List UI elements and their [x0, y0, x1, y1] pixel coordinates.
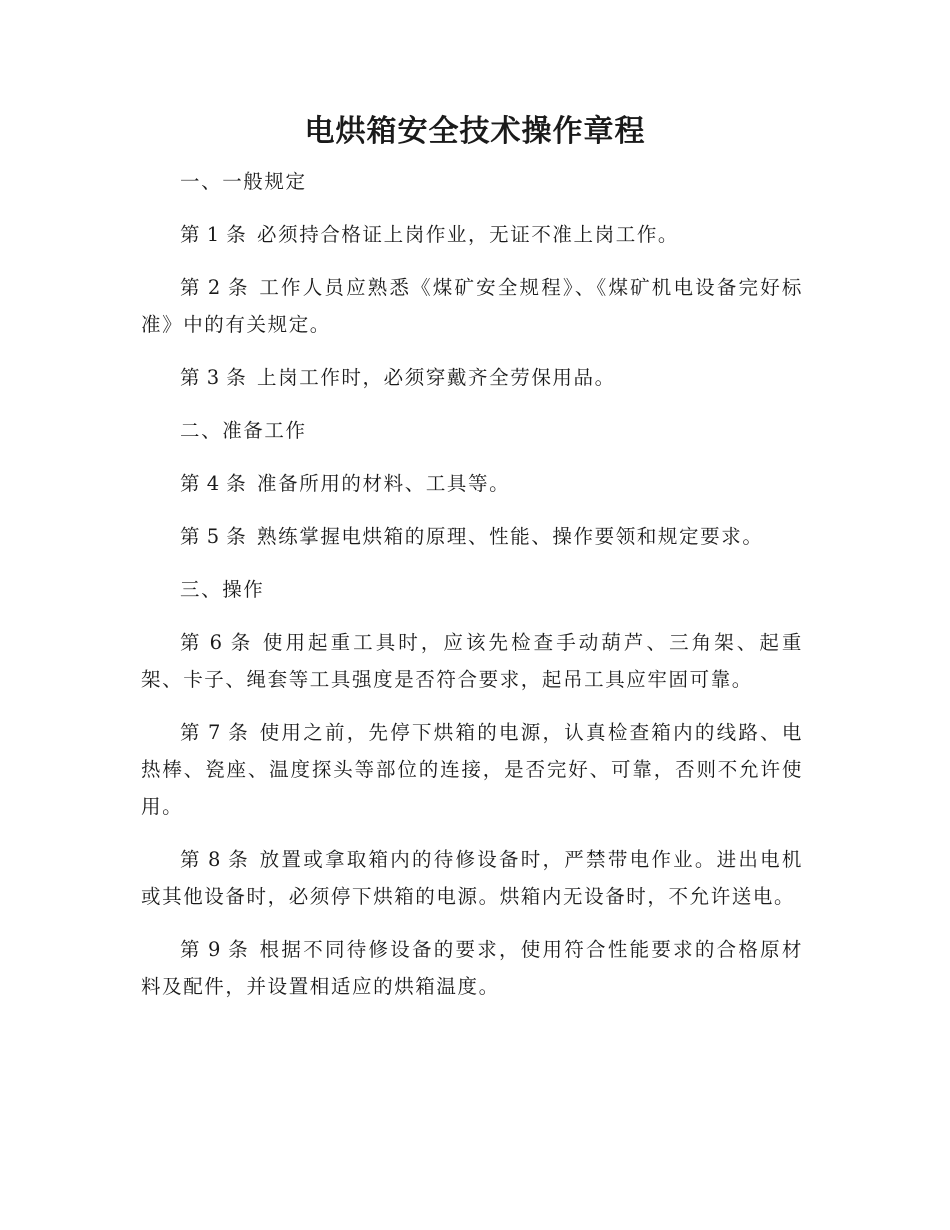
article-number: 第 4 条 [180, 472, 247, 495]
article-paragraph [141, 931, 803, 1005]
article-number: 第 3 条 [180, 366, 247, 389]
document-body [141, 163, 803, 1021]
article-text: 使用起重工具时，应该先检查手动葫芦、三角架、起重架、卡子、绳套等工具强度是否符合要求，起吊工具应牢固可靠。 [141, 631, 803, 691]
article-paragraph [141, 269, 803, 343]
article-number: 第 5 条 [180, 525, 247, 548]
article-text: 放置或拿取箱内的待修设备时，严禁带电作业。进出电机或其他设备时，必须停下烘箱的电源。烘箱内无设备时，不允许送电。 [141, 848, 803, 908]
article-number: 第 1 条 [180, 223, 247, 246]
article-paragraph [141, 518, 803, 555]
article-text: 必须持合格证上岗作业，无证不准上岗工作。 [257, 223, 680, 246]
article-paragraph [141, 714, 803, 825]
article-number: 第 8 条 [180, 848, 249, 871]
article-number: 第 7 条 [180, 721, 249, 744]
section-heading: 二、准备工作 [180, 419, 307, 442]
article-paragraph [141, 216, 803, 253]
article-paragraph [141, 624, 803, 698]
article-text: 工作人员应熟悉《煤矿安全规程》、《煤矿机电设备完好标准》中的有关规定。 [141, 276, 803, 336]
article-text: 熟练掌握电烘箱的原理、性能、操作要领和规定要求。 [257, 525, 764, 548]
article-text: 准备所用的材料、工具等。 [257, 472, 511, 495]
article-number: 第 9 条 [180, 938, 249, 961]
article-number: 第 2 条 [180, 276, 249, 299]
article-paragraph [141, 465, 803, 502]
article-text: 使用之前，先停下烘箱的电源，认真检查箱内的线路、电热棒、瓷座、温度探头等部位的连接，是否完好、可靠，否则不允许使用。 [141, 721, 803, 818]
article-number: 第 6 条 [180, 631, 253, 654]
article-paragraph [141, 841, 803, 915]
article-paragraph [141, 359, 803, 396]
section-heading: 三、操作 [180, 578, 265, 601]
article-text: 根据不同待修设备的要求，使用符合性能要求的合格原材料及配件，并设置相适应的烘箱温度。 [141, 938, 803, 998]
document-title: 电烘箱安全技术操作章程 [304, 114, 646, 149]
section-heading: 一、一般规定 [180, 170, 307, 193]
article-text: 上岗工作时，必须穿戴齐全劳保用品。 [257, 366, 616, 389]
